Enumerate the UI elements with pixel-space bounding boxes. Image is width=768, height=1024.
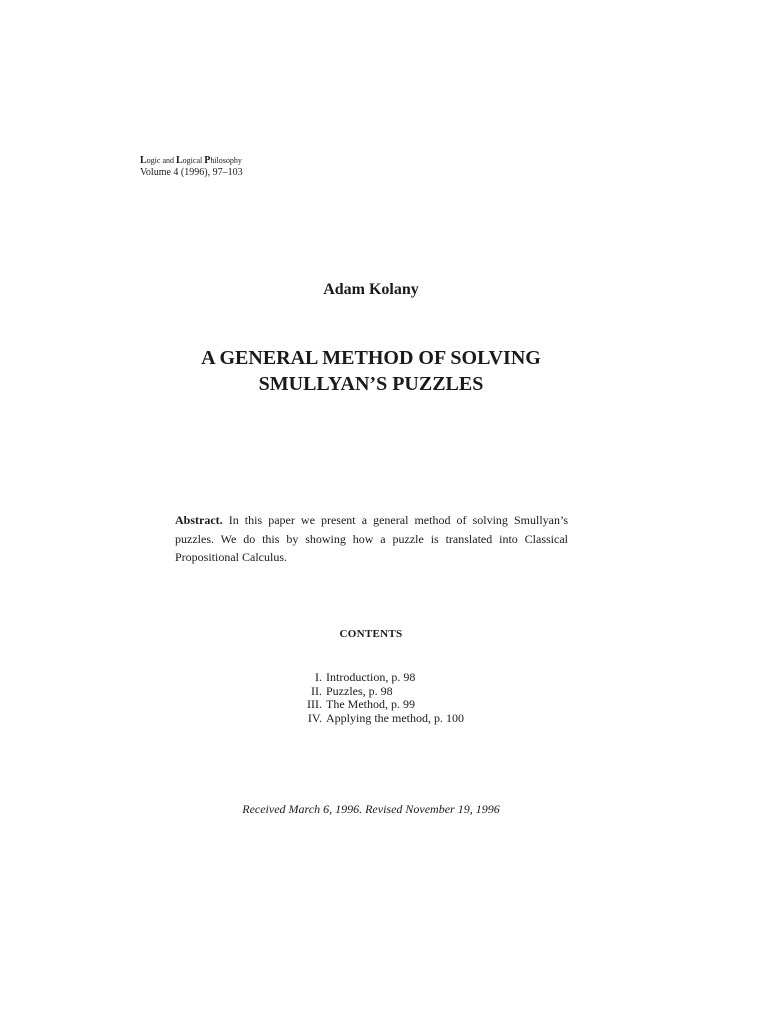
toc-number: IV. <box>307 710 322 725</box>
journal-name-part1: ogic and <box>146 156 176 165</box>
author-name: Adam Kolany <box>323 281 419 298</box>
journal-initial-l1: L <box>140 155 147 166</box>
abstract-text: In this paper we present a general method of solving Smullyan’s puzzles. We do this by showing how a puzzle is translated into Classical Propositional Calculus. <box>175 513 568 564</box>
toc-item <box>290 685 464 699</box>
toc-item <box>290 671 464 685</box>
toc-number: I. <box>315 670 322 684</box>
toc-item <box>290 698 464 712</box>
title-line-2: SMULLYAN’S PUZZLES <box>258 373 484 395</box>
journal-name-part3: hilosophy <box>210 156 242 165</box>
toc-label: Introduction, p. 98 <box>326 670 416 684</box>
paper-title <box>0 345 742 397</box>
toc-item <box>290 712 464 726</box>
contents-heading: CONTENTS <box>339 628 403 640</box>
toc-number: III. <box>307 697 322 711</box>
journal-initial-p: P <box>204 155 211 166</box>
table-of-contents <box>290 671 464 725</box>
received-dates: Received March 6, 1996. Revised November 19, 1996 <box>242 802 500 816</box>
journal-name-part2: ogical <box>182 156 205 165</box>
journal-initial-l2: L <box>176 155 183 166</box>
journal-header <box>140 155 243 179</box>
toc-label: The Method, p. 99 <box>326 697 415 711</box>
abstract <box>175 511 568 567</box>
abstract-label: Abstract. <box>175 513 223 527</box>
journal-name <box>140 155 243 167</box>
title-line-1: A GENERAL METHOD OF SOLVING <box>201 347 541 369</box>
toc-label: Applying the method, p. 100 <box>326 710 464 725</box>
toc-number: II. <box>311 683 322 698</box>
journal-volume: Volume 4 (1996), 97–103 <box>140 167 243 178</box>
toc-label: Puzzles, p. 98 <box>326 683 393 698</box>
